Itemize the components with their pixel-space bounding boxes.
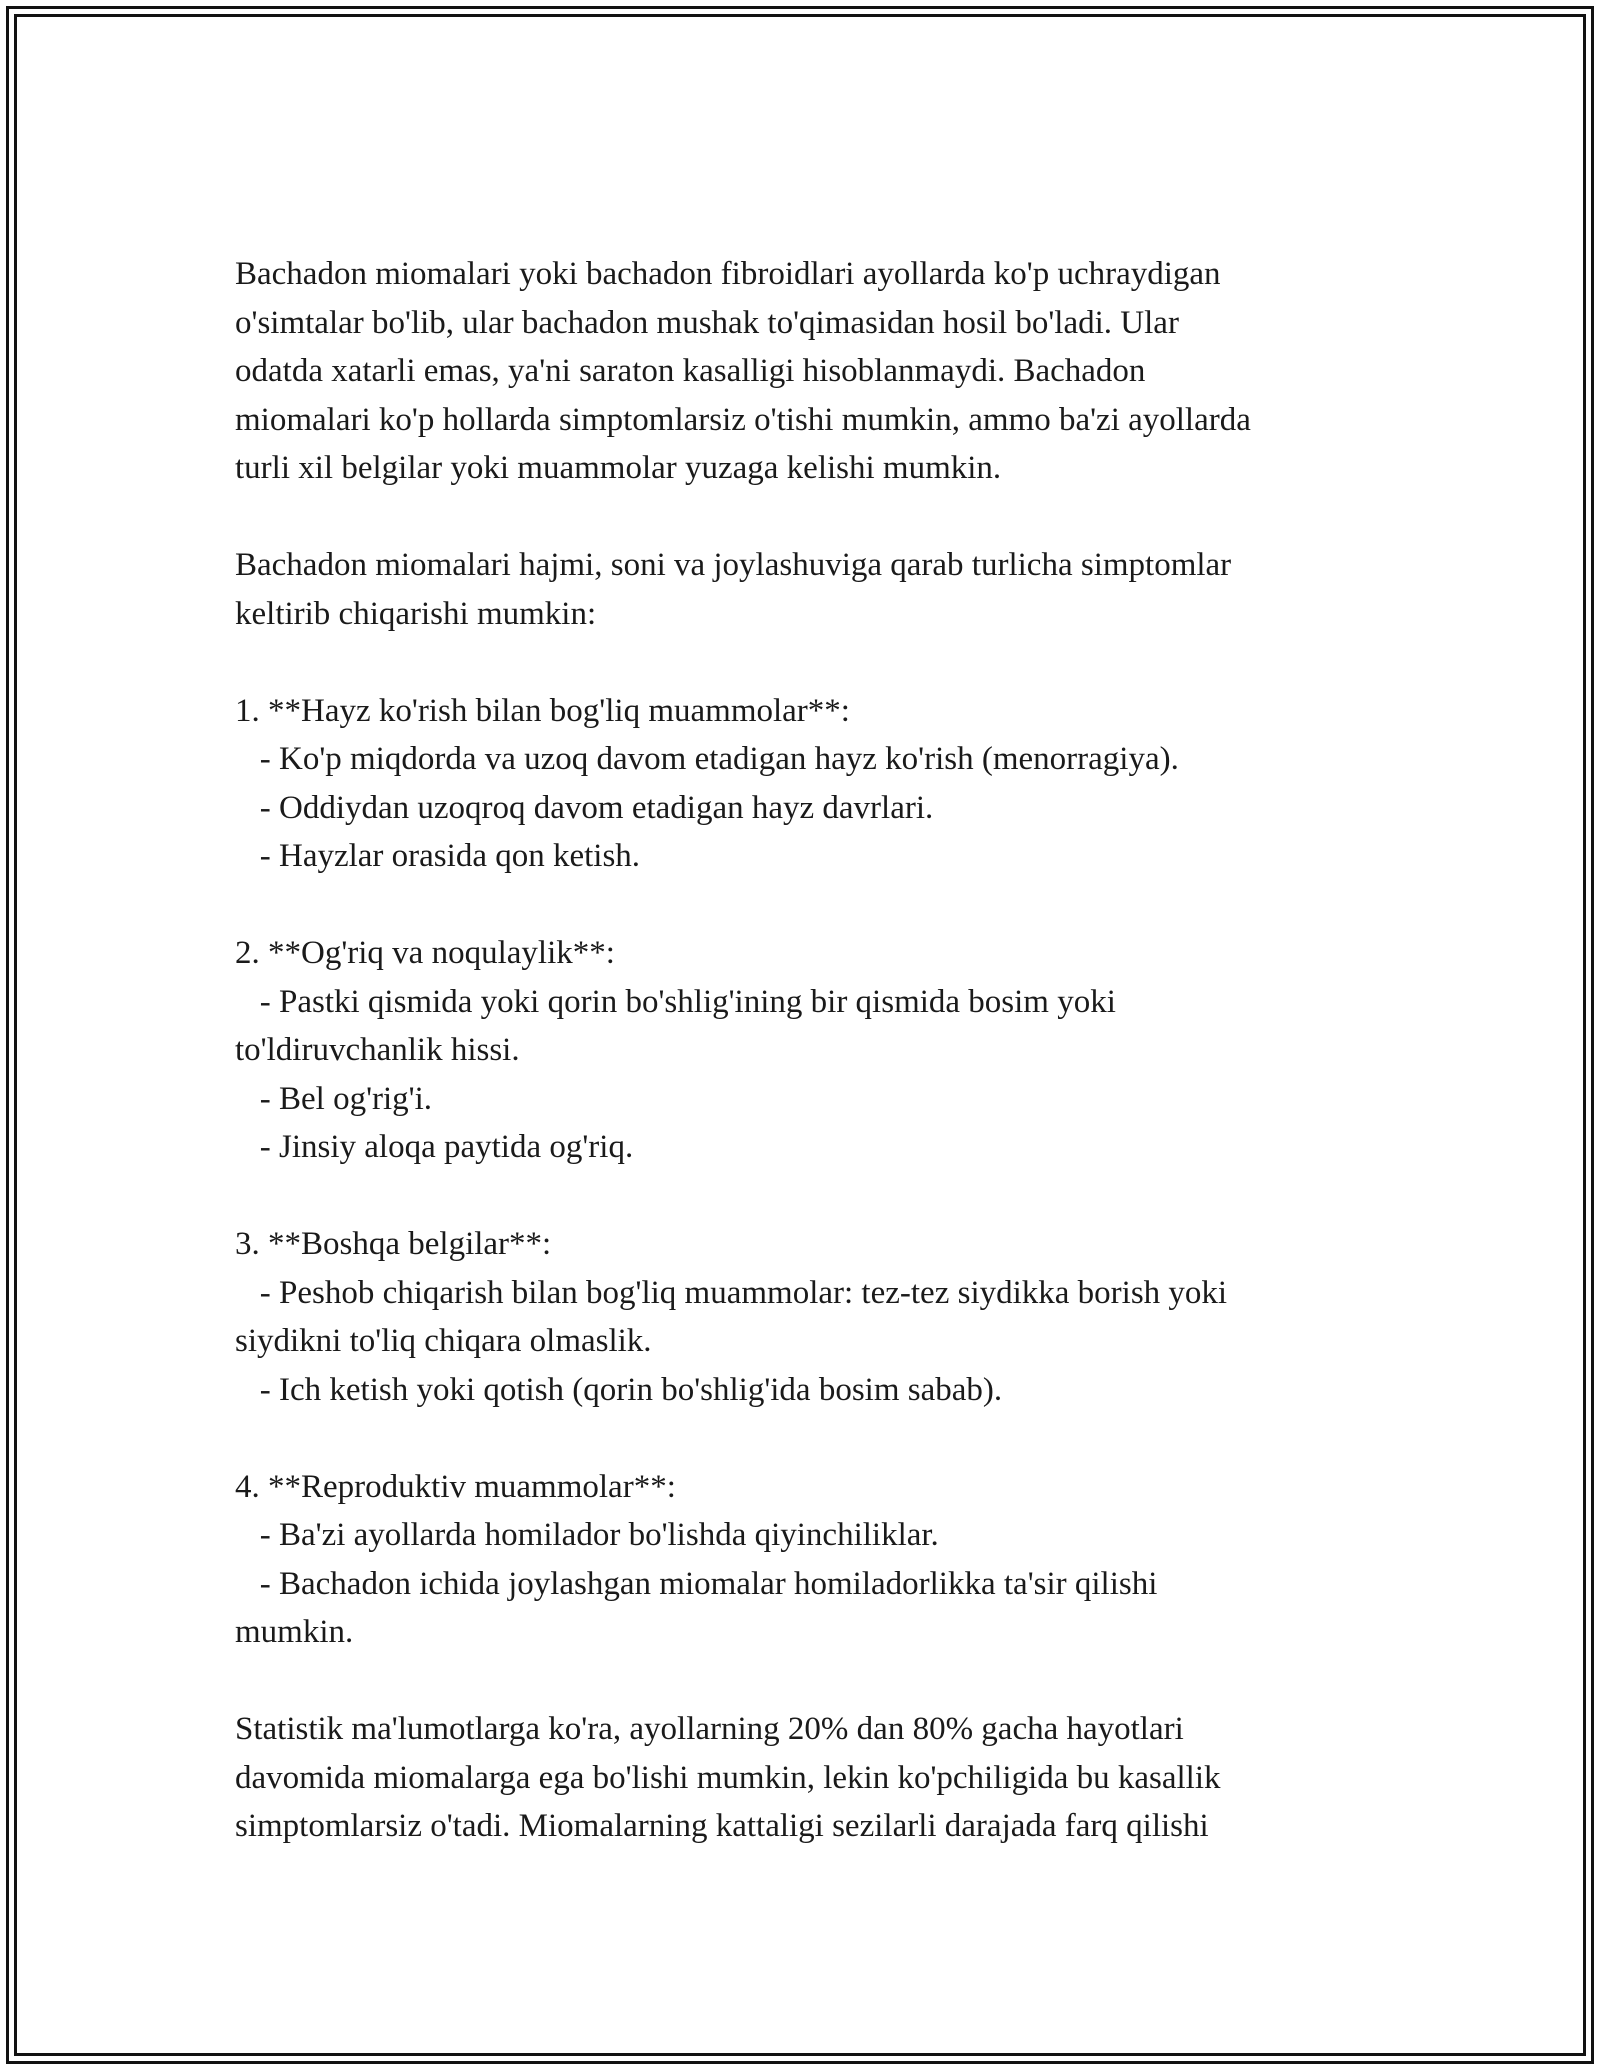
text-line: keltirib chiqarishi mumkin:: [235, 595, 597, 632]
document-body: [235, 250, 1415, 1851]
list-item: - Jinsiy aloqa paytida og'riq.: [235, 1129, 634, 1165]
text-line: turli xil belgilar yoki muammolar yuzaga kelishi mumkin.: [235, 450, 1002, 486]
text-line: o'simtalar bo'lib, ular bachadon mushak to'qimasidan hosil bo'ladi. Ular: [235, 304, 1179, 341]
list-item: - Peshob chiqarish bilan bog'liq muammolar: tez-tez siydikka borish yoki: [235, 1274, 1228, 1311]
section-heading: 2. **Og'riq va noqulaylik**:: [235, 935, 615, 971]
section-heading: 1. **Hayz ko'rish bilan bog'liq muammolar**:: [235, 692, 850, 729]
text-line: miomalari ko'p hollarda simptomlarsiz o'tishi mumkin, ammo ba'zi ayollarda: [235, 401, 1251, 438]
paragraph-gap: [235, 1657, 1415, 1706]
list-item-continuation: siydikni to'liq chiqara olmaslik.: [235, 1323, 652, 1359]
list-item: - Pastki qismida yoki qorin bo'shlig'ining bir qismida bosim yoki: [235, 983, 1116, 1020]
list-item: - Bachadon ichida joylashgan miomalar homiladorlikka ta'sir qilishi: [235, 1565, 1158, 1602]
section-heading: 3. **Boshqa belgilar**:: [235, 1226, 552, 1262]
list-item: - Oddiydan uzoqroq davom etadigan hayz davrlari.: [235, 789, 934, 826]
text-line: Statistik ma'lumotlarga ko'ra, ayollarning 20% dan 80% gacha hayotlari: [235, 1711, 1184, 1747]
list-item: - Ich ketish yoki qotish (qorin bo'shlig'ida bosim sabab).: [235, 1371, 1003, 1408]
list-item: - Bel og'rig'i.: [235, 1080, 433, 1117]
paragraph-gap: [235, 493, 1415, 542]
text-line: davomida miomalarga ega bo'lishi mumkin, lekin ko'pchiligida bu kasallik: [235, 1759, 1221, 1796]
text-line: Bachadon miomalari hajmi, soni va joylashuviga qarab turlicha simptomlar: [235, 547, 1232, 583]
text-line: Bachadon miomalari yoki bachadon fibroidlari ayollarda ko'p uchraydigan: [235, 256, 1221, 292]
list-item: - Ko'p miqdorda va uzoq davom etadigan hayz ko'rish (menorragiya).: [235, 741, 1179, 777]
paragraph-gap: [235, 881, 1415, 930]
text-line: simptomlarsiz o'tadi. Miomalarning kattaligi sezilarli darajada farq qilishi: [235, 1808, 1209, 1844]
section-heading: 4. **Reproduktiv muammolar**:: [235, 1468, 676, 1505]
paragraph-gap: [235, 1414, 1415, 1463]
list-item-continuation: to'ldiruvchanlik hissi.: [235, 1032, 520, 1068]
text-line: odatda xatarli emas, ya'ni saraton kasalligi hisoblanmaydi. Bachadon: [235, 353, 1146, 389]
paragraph-gap: [235, 638, 1415, 687]
list-item-continuation: mumkin.: [235, 1614, 354, 1650]
list-item: - Hayzlar orasida qon ketish.: [235, 838, 641, 874]
list-item: - Ba'zi ayollarda homilador bo'lishda qiyinchiliklar.: [235, 1517, 939, 1553]
paragraph-gap: [235, 1172, 1415, 1221]
